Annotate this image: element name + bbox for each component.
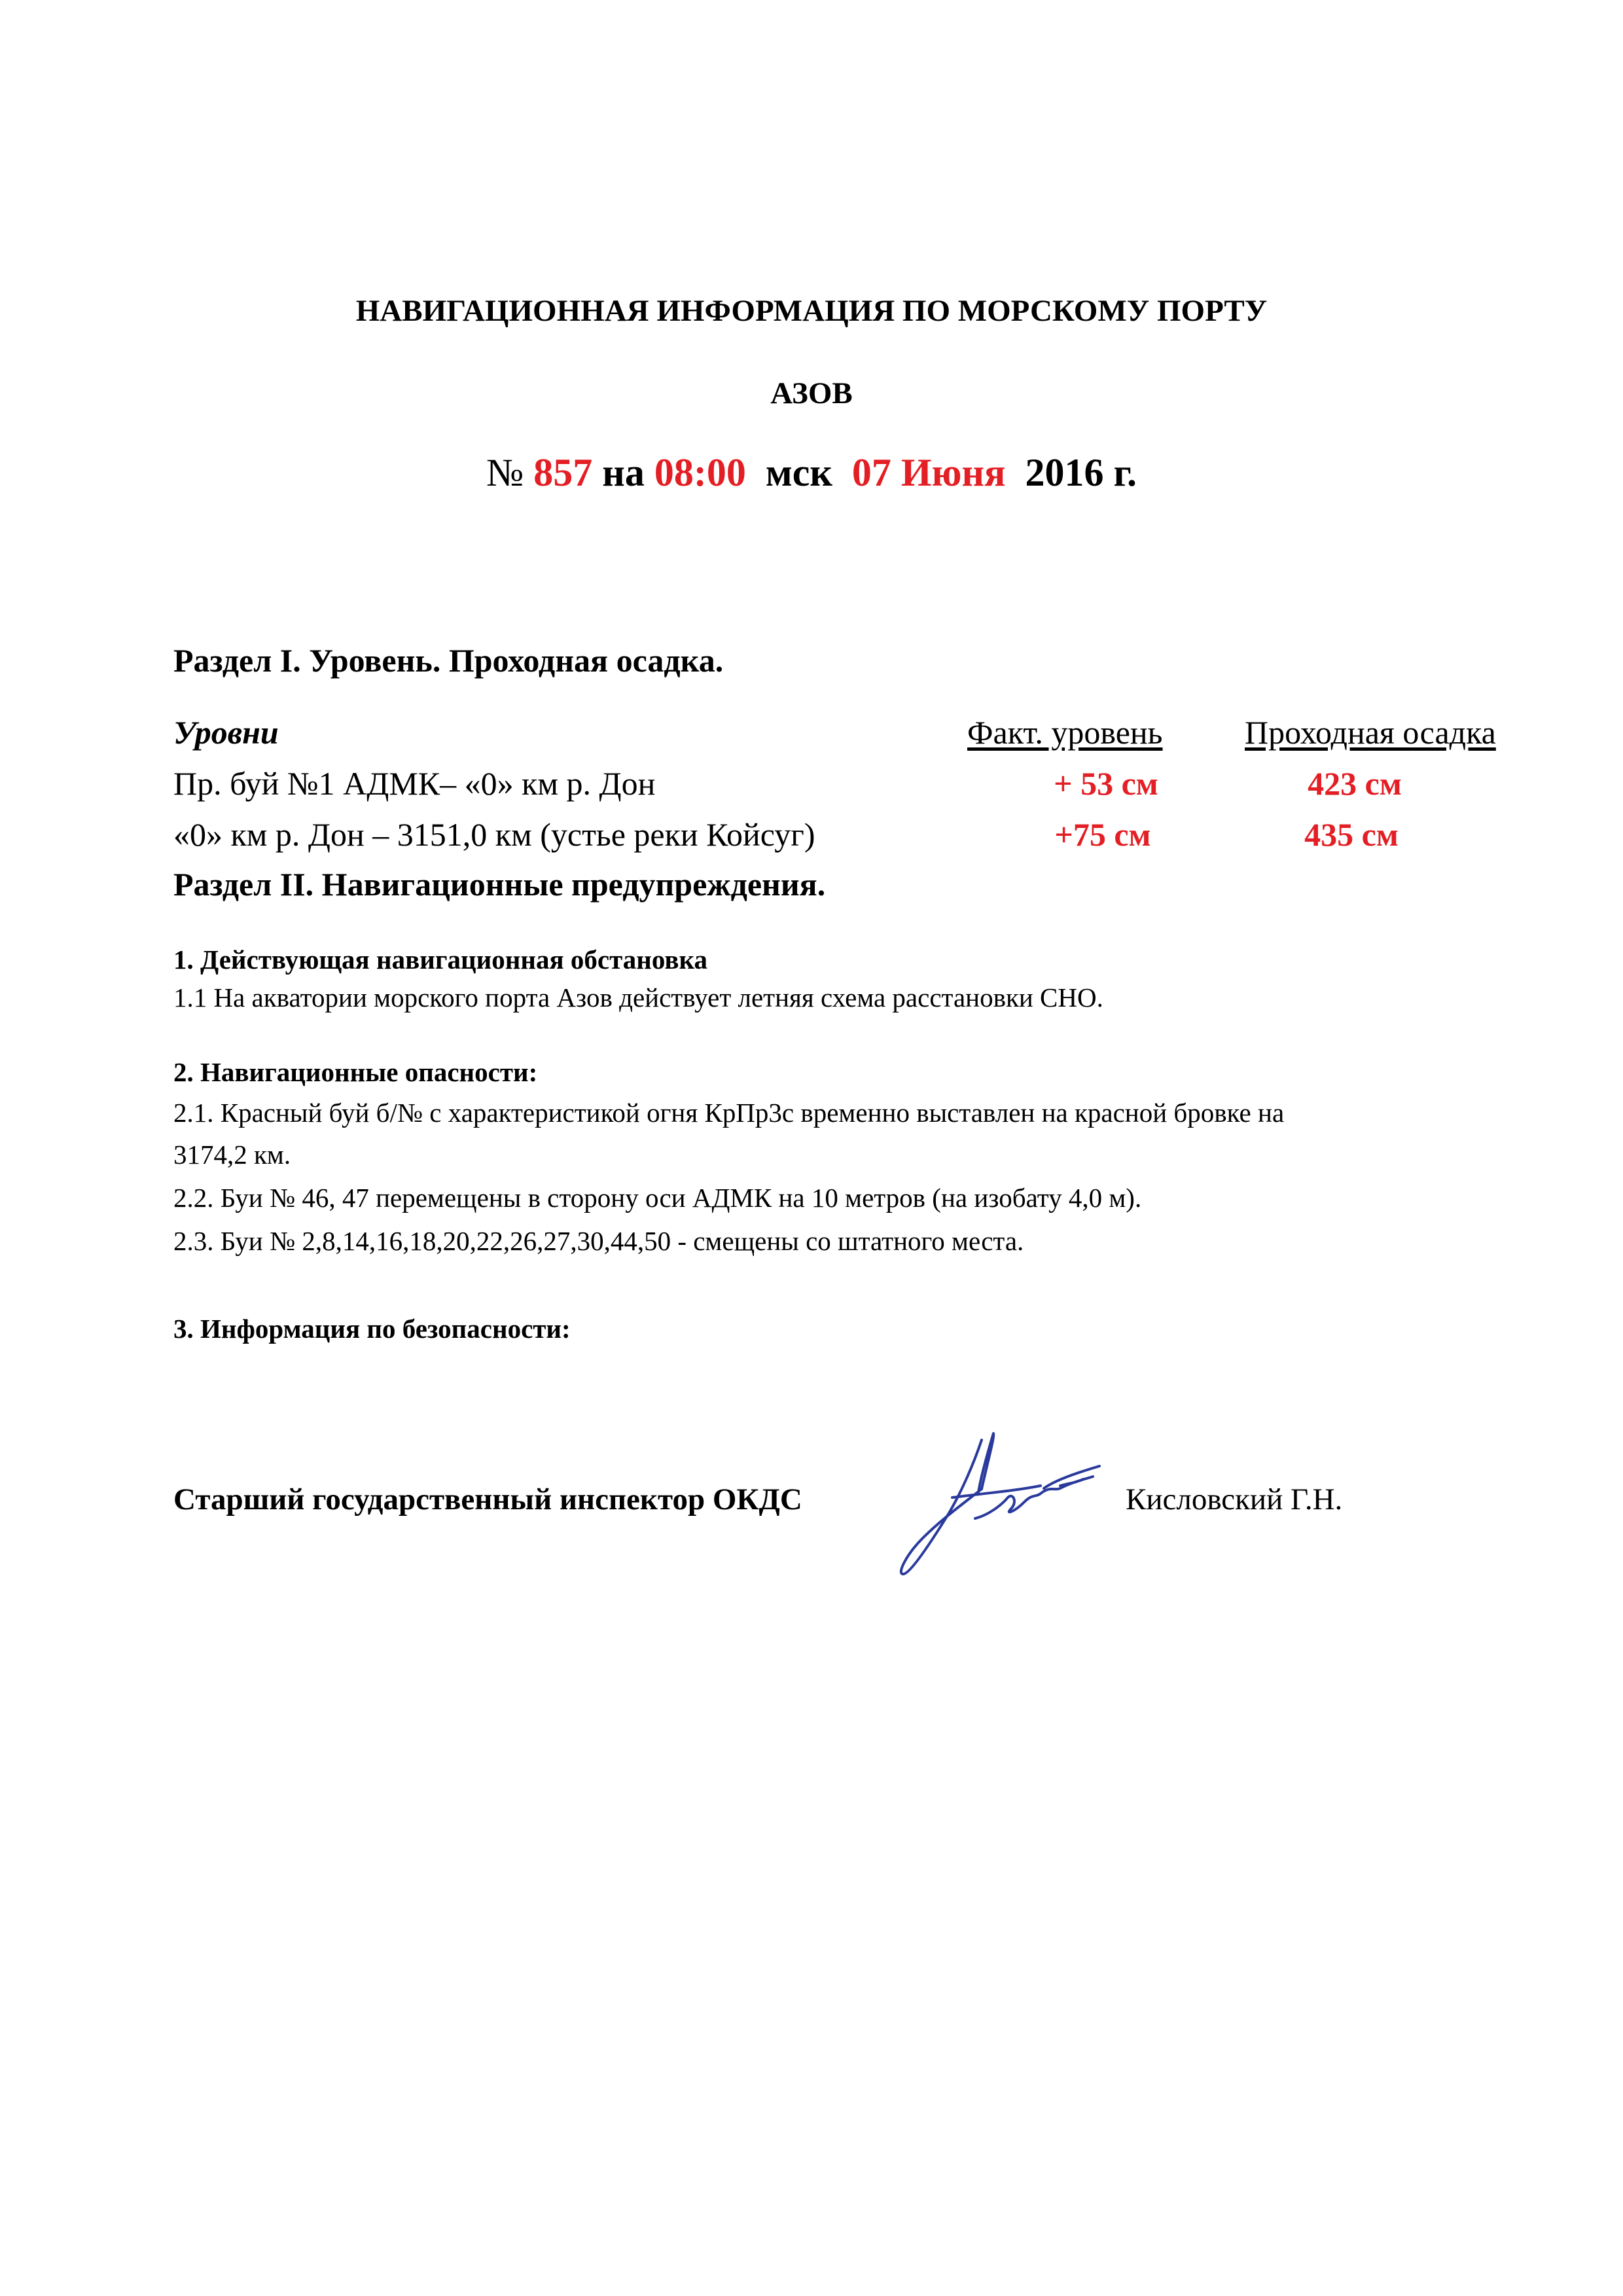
number-prefix: № bbox=[486, 451, 524, 494]
level-row-2-actual: +75 см bbox=[1054, 816, 1151, 853]
timezone: мск bbox=[765, 451, 832, 494]
sub1-item-1: 1.1 На акватории морского порта Азов действует летняя схема расстановки СНО. bbox=[173, 982, 1103, 1013]
level-row-1-actual: + 53 см bbox=[1054, 765, 1158, 802]
signatory-name: Кисловский Г.Н. bbox=[1126, 1482, 1343, 1516]
col-levels-header: Уровни bbox=[173, 714, 279, 751]
sub3-heading: 3. Информация по безопасности: bbox=[173, 1314, 571, 1344]
section1-title: Раздел I. Уровень. Проходная осадка. bbox=[173, 642, 724, 679]
level-row-1-draft: 423 см bbox=[1308, 765, 1402, 802]
sub2-item-1-cont: 3174,2 км. bbox=[173, 1139, 291, 1170]
bulletin-year: 2016 г. bbox=[1025, 451, 1137, 494]
handwritten-signature bbox=[883, 1420, 1139, 1584]
level-row-2-draft: 435 см bbox=[1304, 816, 1399, 853]
bulletin-date: 07 Июня bbox=[851, 451, 1006, 494]
section2-title: Раздел II. Навигационные предупреждения. bbox=[173, 866, 826, 903]
port-name: АЗОВ bbox=[770, 376, 853, 410]
document-title: НАВИГАЦИОННАЯ ИНФОРМАЦИЯ ПО МОРСКОМУ ПОРТУ bbox=[355, 294, 1268, 328]
sub1-heading: 1. Действующая навигационная обстановка bbox=[173, 944, 707, 975]
signatory-position: Старший государственный инспектор ОКДС bbox=[173, 1482, 802, 1516]
col-draft-header: Проходная осадка bbox=[1245, 714, 1496, 751]
level-row-2-label: «0» км р. Дон – 3151,0 км (устье реки Койсуг) bbox=[173, 816, 815, 853]
sub2-item-1: 2.1. Красный буй б/№ с характеристикой огня КрПр3с временно выставлен на красной бровке на bbox=[173, 1098, 1285, 1128]
level-row-1-label: Пр. буй №1 АДМК– «0» км р. Дон bbox=[173, 765, 656, 802]
bulletin-time: 08:00 bbox=[654, 451, 746, 494]
bulletin-number: 857 bbox=[533, 451, 593, 494]
time-prefix: на bbox=[602, 451, 645, 494]
sub2-item-2: 2.2. Буи № 46, 47 перемещены в сторону оси АДМК на 10 метров (на изобату 4,0 м). bbox=[173, 1183, 1142, 1213]
bulletin-number-line bbox=[0, 450, 1623, 495]
sub2-item-3: 2.3. Буи № 2,8,14,16,18,20,22,26,27,30,44,50 - смещены со штатного места. bbox=[173, 1226, 1024, 1256]
sub2-heading: 2. Навигационные опасности: bbox=[173, 1057, 538, 1087]
col-actual-header: Факт. уровень bbox=[967, 714, 1163, 751]
